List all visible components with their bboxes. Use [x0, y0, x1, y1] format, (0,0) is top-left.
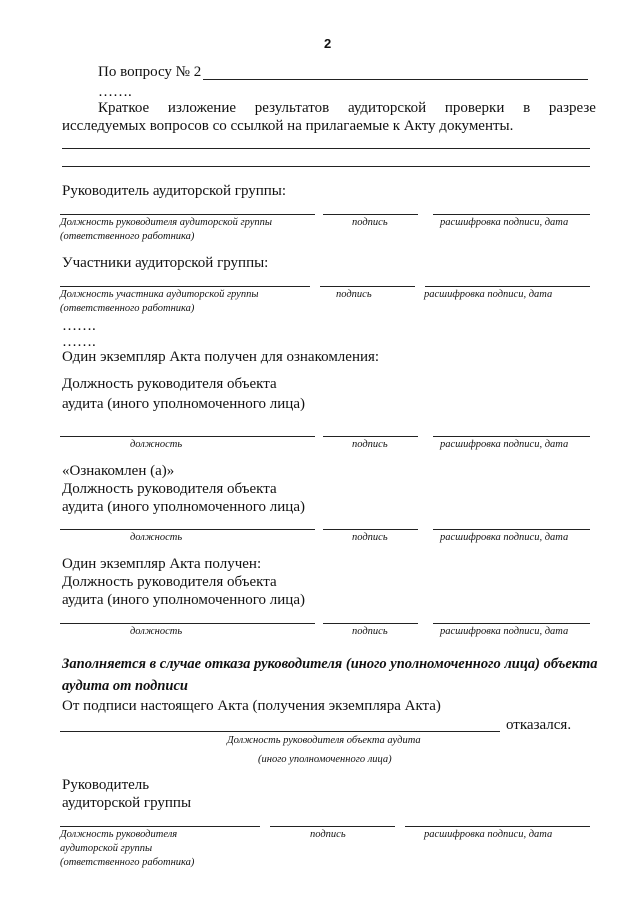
participants-title: Участники аудиторской группы: [62, 255, 269, 271]
copy-received-caption-signature: подпись [352, 626, 388, 637]
participants-caption-signature: подпись [336, 289, 372, 300]
summary-line-2: исследуемых вопросов со ссылкой на прилагаемые к Акту документы. [62, 118, 514, 134]
final-head-title-2: аудиторской группы [62, 795, 192, 811]
acquainted-title: «Ознакомлен (а)» [62, 463, 175, 479]
refusal-note-2: аудита от подписи [62, 678, 188, 694]
copy-review-caption-signature: подпись [352, 439, 388, 450]
head-auditor-caption-signature: подпись [352, 217, 388, 228]
summary-line-blank-2 [62, 166, 590, 167]
head-auditor-position-line [60, 214, 315, 215]
head-auditor-caption-decoding: расшифровка подписи, дата [440, 217, 569, 228]
participants-caption-position-2: (ответственного работника) [60, 303, 195, 314]
final-head-caption-signature: подпись [310, 829, 346, 840]
final-head-position-line [60, 826, 260, 827]
head-auditor-caption-position: Должность руководителя аудиторской группы [60, 217, 272, 228]
participants-decoding-line [425, 286, 590, 287]
copy-review-decoding-line [433, 436, 590, 437]
ellipsis-1: ……. [98, 84, 132, 100]
summary-word: результатов [254, 100, 330, 116]
acquainted-position-line [60, 529, 315, 530]
question-label: По вопросу № 2 [98, 64, 202, 80]
copy-received-caption-decoding: расшифровка подписи, дата [440, 626, 569, 637]
question-underline [203, 79, 588, 80]
refusal-caption-2: (иного уполномоченного лица) [258, 754, 392, 765]
participants-signature-line [320, 286, 415, 287]
participants-caption-position: Должность участника аудиторской группы [60, 289, 259, 300]
copy-review-position-1: Должность руководителя объекта [62, 376, 277, 392]
final-head-caption-position: Должность руководителя [60, 829, 178, 840]
ellipsis-2: ……. [62, 318, 96, 334]
head-auditor-title: Руководитель аудиторской группы: [62, 183, 287, 199]
copy-received-caption-position: должность [130, 626, 183, 637]
final-head-title-1: Руководитель [62, 777, 150, 793]
summary-word: изложение [167, 100, 237, 116]
acquainted-caption-decoding: расшифровка подписи, дата [440, 532, 569, 543]
page-number: 2 [324, 36, 332, 51]
copy-received-decoding-line [433, 623, 590, 624]
summary-word: аудиторской [347, 100, 427, 116]
acquainted-caption-signature: подпись [352, 532, 388, 543]
refusal-refused: отказался. [506, 717, 572, 733]
copy-review-caption-position: должность [130, 439, 183, 450]
refusal-text: От подписи настоящего Акта (получения экземпляра Акта) [62, 698, 441, 714]
refusal-note-1: Заполняется в случае отказа руководителя (иного уполномоченного лица) объекта [62, 656, 598, 672]
copy-received-position-2: аудита (иного уполномоченного лица) [62, 592, 305, 608]
acquainted-signature-line [323, 529, 418, 530]
participants-caption-decoding: расшифровка подписи, дата [424, 289, 553, 300]
summary-line-blank-1 [62, 148, 590, 149]
final-head-signature-line [270, 826, 395, 827]
final-head-caption-position-3: (ответственного работника) [60, 857, 195, 868]
ellipsis-3: ……. [62, 334, 96, 350]
acquainted-decoding-line [433, 529, 590, 530]
refusal-caption-1: Должность руководителя объекта аудита [227, 735, 421, 746]
copy-review-position-2: аудита (иного уполномоченного лица) [62, 396, 305, 412]
summary-word: разрезе [548, 100, 596, 116]
copy-received-title: Один экземпляр Акта получен: [62, 556, 262, 572]
summary-word: Краткое [98, 100, 150, 116]
copy-received-signature-line [323, 623, 418, 624]
final-head-caption-position-2: аудиторской группы [60, 843, 153, 854]
summary-word: в [523, 100, 531, 116]
acquainted-position-1: Должность руководителя объекта [62, 481, 277, 497]
acquainted-caption-position: должность [130, 532, 183, 543]
participants-position-line [60, 286, 310, 287]
summary-word: проверки [444, 100, 505, 116]
copy-review-caption-decoding: расшифровка подписи, дата [440, 439, 569, 450]
head-auditor-decoding-line [433, 214, 590, 215]
head-auditor-caption-position-2: (ответственного работника) [60, 231, 195, 242]
summary-line-1 [98, 100, 596, 117]
copy-received-position-line [60, 623, 315, 624]
final-head-decoding-line [405, 826, 590, 827]
copy-received-position-1: Должность руководителя объекта [62, 574, 277, 590]
final-head-caption-decoding: расшифровка подписи, дата [424, 829, 553, 840]
head-auditor-signature-line [323, 214, 418, 215]
acquainted-position-2: аудита (иного уполномоченного лица) [62, 499, 305, 515]
refusal-position-line [60, 731, 500, 732]
copy-review-position-line [60, 436, 315, 437]
copy-review-title: Один экземпляр Акта получен для ознакомления: [62, 349, 380, 365]
copy-review-signature-line [323, 436, 418, 437]
